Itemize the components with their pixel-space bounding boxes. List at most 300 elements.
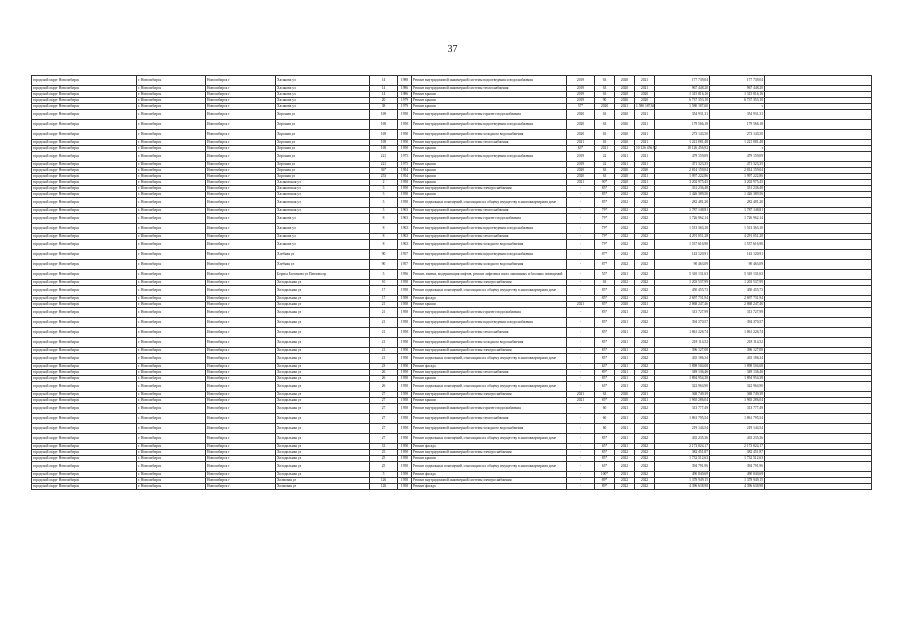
settlement-cell: г. Новосибирск xyxy=(137,472,206,478)
cost-total-cell: 331 236,48 xyxy=(655,186,710,192)
year-built-cell: 1954 xyxy=(398,168,412,174)
settlement-cell: г. Новосибирск xyxy=(137,414,206,424)
year-built-cell: 1963 xyxy=(398,234,412,240)
work-type-cell: Ремонт внутридомовой инженерной системы электроснабжения xyxy=(412,392,567,398)
end-year-cell: 2022 xyxy=(635,338,655,348)
table-row xyxy=(32,328,872,338)
street-cell: Холодильная ул xyxy=(276,414,370,424)
end-year-cell: 2021 xyxy=(635,398,655,404)
cost-fund-cell: 382 451,87 xyxy=(710,450,765,456)
cost-fund-cell: 471 323,35 xyxy=(710,162,765,168)
settlement-cell: г. Новосибирск xyxy=(137,308,206,318)
work-type-cell: Ремонт внутридомовой инженерной системы электроснабжения xyxy=(412,450,567,456)
plan-year-cell: 2019 xyxy=(567,76,595,86)
cost-fund-cell: 90 463,09 xyxy=(710,260,765,270)
wear-percent-cell: 85* xyxy=(595,328,615,338)
locality-cell: Новосибирск г xyxy=(206,174,276,180)
start-year-cell: 2021 xyxy=(615,434,635,444)
settlement-cell: г. Новосибирск xyxy=(137,462,206,472)
work-type-cell: Ремонт крыши xyxy=(412,302,567,308)
locality-cell: Новосибирск г xyxy=(206,318,276,328)
start-year-cell: 2021 xyxy=(615,152,635,162)
house-number-cell: 14 xyxy=(370,86,398,92)
cost-total-cell: 396 127,08 xyxy=(655,348,710,354)
work-type-cell: Ремонт крыши xyxy=(412,162,567,168)
cost-fund-cell: 313 727,99 xyxy=(710,308,765,318)
end-year-cell: 2022 xyxy=(635,260,655,270)
year-built-cell: 1958 xyxy=(398,180,412,186)
street-cell: Холодильная ул xyxy=(276,434,370,444)
start-year-cell: 2020 xyxy=(615,398,635,404)
plan-year-cell: - xyxy=(567,338,595,348)
locality-cell: Новосибирск г xyxy=(206,76,276,86)
cost-total-cell: 1 787 148,81 xyxy=(655,208,710,214)
house-number-cell: 5 xyxy=(370,198,398,208)
start-year-cell: 2021 xyxy=(615,382,635,392)
table-row xyxy=(32,214,872,224)
municipality-cell: городской округ Новосибирск xyxy=(32,192,137,198)
year-built-cell: 1975 xyxy=(398,162,412,168)
locality-cell: Новосибирск г xyxy=(206,328,276,338)
settlement-cell: г. Новосибирск xyxy=(137,434,206,444)
municipality-cell: городской округ Новосибирск xyxy=(32,174,137,180)
street-cell: Холодильная ул xyxy=(276,296,370,302)
year-built-cell: 1958 xyxy=(398,302,412,308)
plan-year-cell: 2019 xyxy=(567,98,595,104)
blank-cell xyxy=(765,338,872,348)
wear-percent-cell: 89* xyxy=(595,370,615,376)
table-row xyxy=(32,110,872,120)
end-year-cell: 2022 xyxy=(635,382,655,392)
year-built-cell: 1958 xyxy=(398,308,412,318)
cost-total-cell: 368 749,39 xyxy=(655,392,710,398)
end-year-cell: 2020 xyxy=(635,168,655,174)
blank-cell xyxy=(765,224,872,234)
start-year-cell: 2021 xyxy=(615,414,635,424)
street-cell: Хасановская ул xyxy=(276,180,370,186)
cost-fund-cell: 1 898 504,68 xyxy=(710,364,765,370)
settlement-cell: г. Новосибирск xyxy=(137,180,206,186)
work-type-cell: Ремонт крыши xyxy=(412,180,567,186)
municipality-cell: городской округ Новосибирск xyxy=(32,76,137,86)
start-year-cell: 2021 xyxy=(615,354,635,364)
house-number-cell: 2 xyxy=(370,180,398,186)
year-built-cell: 1958 xyxy=(398,120,412,130)
plan-year-cell: - xyxy=(567,348,595,354)
locality-cell: Новосибирск г xyxy=(206,370,276,376)
work-type-cell: Ремонт внутридомовой инженерной системы теплоснабжения xyxy=(412,234,567,240)
house-number-cell: 21 xyxy=(370,308,398,318)
municipality-cell: городской округ Новосибирск xyxy=(32,296,137,302)
cost-total-cell: 1 513 363,10 xyxy=(655,224,710,234)
table-row xyxy=(32,286,872,296)
table-row xyxy=(32,354,872,364)
work-type-cell: Ремонт внутридомовой инженерной системы теплоснабжения xyxy=(412,208,567,214)
settlement-cell: г. Новосибирск xyxy=(137,120,206,130)
house-number-cell: 25 xyxy=(370,450,398,456)
municipality-cell: городской округ Новосибирск xyxy=(32,250,137,260)
blank-cell xyxy=(765,260,872,270)
blank-cell xyxy=(765,250,872,260)
year-built-cell: 1958 xyxy=(398,354,412,364)
table-row xyxy=(32,308,872,318)
wear-percent-cell: 63 xyxy=(595,86,615,92)
wear-percent-cell: 85* xyxy=(595,198,615,208)
cost-total-cell: 1 965 286,04 xyxy=(655,398,710,404)
settlement-cell: г. Новосибирск xyxy=(137,250,206,260)
cost-fund-cell: 1 221 081,48 xyxy=(710,140,765,146)
table-row xyxy=(32,424,872,434)
cost-fund-cell: 6 737 353,10 xyxy=(710,98,765,104)
municipality-cell: городской округ Новосибирск xyxy=(32,450,137,456)
locality-cell: Новосибирск г xyxy=(206,270,276,280)
start-year-cell: 2021 xyxy=(615,348,635,354)
wear-percent-cell: 85* xyxy=(595,450,615,456)
work-type-cell: Ремонт внутридомовой инженерной системы теплоснабжения xyxy=(412,86,567,92)
street-cell: Хасановская ул xyxy=(276,186,370,192)
house-number-cell: 27 xyxy=(370,392,398,398)
work-type-cell: Ремонт внутридомовой инженерной системы электроснабжения xyxy=(412,478,567,484)
cost-fund-cell: 4 396 638,98 xyxy=(710,484,765,490)
house-number-cell: 10 xyxy=(370,280,398,286)
municipality-cell: городской округ Новосибирск xyxy=(32,444,137,450)
start-year-cell: 2021 xyxy=(615,376,635,382)
street-cell: Хорошая ул xyxy=(276,130,370,140)
cost-fund-cell: 2 814 159,04 xyxy=(710,168,765,174)
cost-fund-cell: 218 114,52 xyxy=(710,338,765,348)
locality-cell: Новосибирск г xyxy=(206,286,276,296)
street-cell: Холодильная ул xyxy=(276,280,370,286)
plan-year-cell: 2021 xyxy=(567,140,595,146)
settlement-cell: г. Новосибирск xyxy=(137,348,206,354)
cost-fund-cell: 331 236,48 xyxy=(710,186,765,192)
plan-year-cell: - xyxy=(567,364,595,370)
cost-total-cell: 313 727,99 xyxy=(655,308,710,318)
start-year-cell: 2022 xyxy=(615,286,635,296)
work-type-cell: Ремонт внутридомовой инженерной системы теплоснабжения xyxy=(412,414,567,424)
repair-register-table xyxy=(31,75,872,490)
plan-year-cell: 2021 xyxy=(567,302,595,308)
plan-year-cell: 2019 xyxy=(567,162,595,168)
cost-total-cell: 1 537 616,90 xyxy=(655,240,710,250)
street-cell: Холодильная ул xyxy=(276,376,370,382)
year-built-cell: 1958 xyxy=(398,192,412,198)
year-built-cell: 1958 xyxy=(398,484,412,490)
locality-cell: Новосибирск г xyxy=(206,376,276,382)
street-cell: Холодильная ул xyxy=(276,450,370,456)
work-type-cell: Ремонт крыши xyxy=(412,376,567,382)
cost-total-cell: 349 136,46 xyxy=(655,370,710,376)
street-cell: Холодильная ул xyxy=(276,398,370,404)
end-year-cell: 2022 xyxy=(635,450,655,456)
blank-cell xyxy=(765,76,872,86)
wear-percent-cell: 87* xyxy=(595,250,615,260)
locality-cell: Новосибирск г xyxy=(206,364,276,370)
municipality-cell: городской округ Новосибирск xyxy=(32,110,137,120)
work-type-cell: Ремонт внутридомовой инженерной системы электроснабжения xyxy=(412,280,567,286)
house-number-cell: 27 xyxy=(370,424,398,434)
settlement-cell: г. Новосибирск xyxy=(137,280,206,286)
house-number-cell: 14 xyxy=(370,92,398,98)
cost-fund-cell: 1 378 949,15 xyxy=(710,478,765,484)
locality-cell: Новосибирск г xyxy=(206,240,276,250)
wear-percent-cell: 63 xyxy=(595,174,615,180)
cost-total-cell: 143 120,91 xyxy=(655,250,710,260)
start-year-cell: 2022 xyxy=(615,450,635,456)
start-year-cell: 2022 xyxy=(615,280,635,286)
cost-fund-cell: 273 143,50 xyxy=(710,130,765,140)
locality-cell: Новосибирск г xyxy=(206,198,276,208)
start-year-cell: 2021 xyxy=(615,404,635,414)
street-cell: Хасанова ул xyxy=(276,224,370,234)
settlement-cell: г. Новосибирск xyxy=(137,192,206,198)
wear-percent-cell: 63 xyxy=(595,92,615,98)
end-year-cell: 2021 xyxy=(635,140,655,146)
cost-total-cell: 2 173 824,17 xyxy=(655,444,710,450)
work-type-cell: Ремонт внутридомовой инженерной системы холодного водоснабжения xyxy=(412,260,567,270)
cost-fund-cell: 143 120,91 xyxy=(710,250,765,260)
municipality-cell: городской округ Новосибирск xyxy=(32,208,137,214)
street-cell: Холмовая ул xyxy=(276,484,370,490)
year-built-cell: 1986 xyxy=(398,92,412,98)
municipality-cell: городской округ Новосибирск xyxy=(32,130,137,140)
work-type-cell: Ремонт крыши xyxy=(412,146,567,152)
start-year-cell: 2022 xyxy=(615,250,635,260)
start-year-cell: 2021 xyxy=(615,338,635,348)
settlement-cell: г. Новосибирск xyxy=(137,382,206,392)
plan-year-cell: - xyxy=(567,382,595,392)
plan-year-cell: - xyxy=(567,214,595,224)
end-year-cell: 2022 xyxy=(635,376,655,382)
work-type-cell: Ремонт внутридомовой инженерной системы теплоснабжения xyxy=(412,328,567,338)
locality-cell: Новосибирск г xyxy=(206,234,276,240)
end-year-cell: 2021 xyxy=(635,174,655,180)
plan-year-cell: 2020 xyxy=(567,130,595,140)
locality-cell: Новосибирск г xyxy=(206,348,276,354)
end-year-cell: 2022 xyxy=(635,318,655,328)
municipality-cell: городской округ Новосибирск xyxy=(32,370,137,376)
end-year-cell: 2021 xyxy=(635,162,655,168)
municipality-cell: городской округ Новосибирск xyxy=(32,280,137,286)
year-built-cell: 1958 xyxy=(398,398,412,404)
settlement-cell: г. Новосибирск xyxy=(137,146,206,152)
year-built-cell: 1963 xyxy=(398,240,412,250)
locality-cell: Новосибирск г xyxy=(206,152,276,162)
settlement-cell: г. Новосибирск xyxy=(137,370,206,376)
house-number-cell: 17 xyxy=(370,296,398,302)
settlement-cell: г. Новосибирск xyxy=(137,104,206,110)
cost-total-cell: 313 777,49 xyxy=(655,404,710,414)
year-built-cell: 1963 xyxy=(398,224,412,234)
settlement-cell: г. Новосибирск xyxy=(137,456,206,462)
work-type-cell: Ремонт крыши xyxy=(412,398,567,404)
street-cell: Хлебная ул xyxy=(276,250,370,260)
municipality-cell: городской округ Новосибирск xyxy=(32,152,137,162)
locality-cell: Новосибирск г xyxy=(206,250,276,260)
locality-cell: Новосибирск г xyxy=(206,456,276,462)
work-type-cell: Ремонт подвальных помещений, относящихся к общему имуществу в многоквартирном доме xyxy=(412,354,567,364)
end-year-cell: 2022 xyxy=(635,348,655,354)
wear-percent-cell: 55* xyxy=(595,270,615,280)
end-year-cell: 2022 xyxy=(635,214,655,224)
plan-year-cell: - xyxy=(567,296,595,302)
house-number-cell: 90 xyxy=(370,260,398,270)
cost-total-cell: 5 310 131,63 xyxy=(655,270,710,280)
year-built-cell: 1958 xyxy=(398,376,412,382)
plan-year-cell: - xyxy=(567,192,595,198)
plan-year-cell: - xyxy=(567,478,595,484)
start-year-cell: 2020 xyxy=(615,168,635,174)
plan-year-cell: 2020 xyxy=(567,120,595,130)
settlement-cell: г. Новосибирск xyxy=(137,98,206,104)
wear-percent-cell: 2020 xyxy=(595,104,615,110)
municipality-cell: городской округ Новосибирск xyxy=(32,392,137,398)
end-year-cell: 2022 xyxy=(635,484,655,490)
year-built-cell: 1979 xyxy=(398,104,412,110)
work-type-cell: Ремонт фасада xyxy=(412,364,567,370)
cost-total-cell: 2 697 731,94 xyxy=(655,296,710,302)
municipality-cell: городской округ Новосибирск xyxy=(32,472,137,478)
cost-total-cell: 1 580 187,60 xyxy=(655,104,710,110)
wear-percent-cell: 63 xyxy=(595,168,615,174)
table-row xyxy=(32,318,872,328)
start-year-cell: 2022 xyxy=(615,146,635,152)
cost-fund-cell: 450 455,73 xyxy=(710,286,765,296)
table-row xyxy=(32,414,872,424)
cost-total-cell: 1 315 816,16 xyxy=(655,92,710,98)
locality-cell: Новосибирск г xyxy=(206,180,276,186)
plan-year-cell: - xyxy=(567,424,595,434)
end-year-cell: 2021 xyxy=(635,180,655,186)
municipality-cell: городской округ Новосибирск xyxy=(32,462,137,472)
house-number-cell: 8 xyxy=(370,214,398,224)
end-year-cell: 2022 xyxy=(635,280,655,286)
cost-total-cell: 4 291 051,28 xyxy=(655,234,710,240)
municipality-cell: городской округ Новосибирск xyxy=(32,120,137,130)
house-number-cell: 20 xyxy=(370,98,398,104)
work-type-cell: Ремонт внутридомовой инженерной системы горячего водоснабжения xyxy=(412,404,567,414)
year-built-cell: 1958 xyxy=(398,456,412,462)
table-row xyxy=(32,240,872,250)
start-year-cell: 2020 xyxy=(615,174,635,180)
house-number-cell: 26 xyxy=(370,382,398,392)
settlement-cell: г. Новосибирск xyxy=(137,286,206,296)
table-row xyxy=(32,152,872,162)
year-built-cell: 1975 xyxy=(398,152,412,162)
table-row xyxy=(32,382,872,392)
blank-cell xyxy=(765,318,872,328)
locality-cell: Новосибирск г xyxy=(206,92,276,98)
start-year-cell: 2020 xyxy=(615,392,635,398)
cost-fund-cell: 368 749,39 xyxy=(710,392,765,398)
start-year-cell: 2021 xyxy=(615,472,635,478)
municipality-cell: городской округ Новосибирск xyxy=(32,180,137,186)
year-built-cell: 1958 xyxy=(398,318,412,328)
start-year-cell: 2022 xyxy=(615,456,635,462)
year-built-cell: 1958 xyxy=(398,472,412,478)
municipality-cell: городской округ Новосибирск xyxy=(32,214,137,224)
end-year-cell: 2022 xyxy=(635,456,655,462)
work-type-cell: Ремонт внутридомовой инженерной системы водоотведения и водоснабжения xyxy=(412,152,567,162)
municipality-cell: городской округ Новосибирск xyxy=(32,168,137,174)
plan-year-cell: - xyxy=(567,404,595,414)
street-cell: Холодильная ул xyxy=(276,462,370,472)
work-type-cell: Ремонт, замена, модернизация лифтов, ремонт лифтовых шахт, машинных и блочных помещений xyxy=(412,270,567,280)
end-year-cell: 2022 xyxy=(635,478,655,484)
blank-cell xyxy=(765,214,872,224)
wear-percent-cell: 83* xyxy=(595,318,615,328)
plan-year-cell: 37* xyxy=(567,104,595,110)
house-number-cell: 21 xyxy=(370,338,398,348)
work-type-cell: Ремонт подвальных помещений, относящихся к общему имуществу в многоквартирном доме xyxy=(412,286,567,296)
work-type-cell: Ремонт внутридомовой инженерной системы водоотведения и водоснабжения xyxy=(412,250,567,260)
year-built-cell: 1958 xyxy=(398,424,412,434)
wear-percent-cell: 60 xyxy=(595,424,615,434)
street-cell: Хасанова ул xyxy=(276,240,370,250)
house-number-cell: 26 xyxy=(370,376,398,382)
cost-fund-cell: 394 791,96 xyxy=(710,462,765,472)
work-type-cell: Ремонт крыши xyxy=(412,104,567,110)
year-built-cell: 1963 xyxy=(398,214,412,224)
blank-cell xyxy=(765,130,872,140)
house-number-cell: 5 xyxy=(370,208,398,214)
street-cell: Холодильная ул xyxy=(276,424,370,434)
start-year-cell: 2021 xyxy=(615,328,635,338)
start-year-cell: 2022 xyxy=(615,208,635,214)
street-cell: Хорошая ул xyxy=(276,174,370,180)
house-number-cell: 221 xyxy=(370,152,398,162)
locality-cell: Новосибирск г xyxy=(206,302,276,308)
start-year-cell: 2020 xyxy=(615,92,635,98)
plan-year-cell: 2019 xyxy=(567,92,595,98)
work-type-cell: Ремонт внутридомовой инженерной системы холодного водоснабжения xyxy=(412,424,567,434)
street-cell: Холодильная ул xyxy=(276,318,370,328)
end-year-cell: 2022 xyxy=(635,328,655,338)
street-cell: Хорошая ул xyxy=(276,146,370,152)
municipality-cell: городской округ Новосибирск xyxy=(32,414,137,424)
start-year-cell: 2021 xyxy=(615,270,635,280)
cost-total-cell: 450 455,73 xyxy=(655,286,710,296)
cost-fund-cell: 1 732 512,63 xyxy=(710,456,765,462)
street-cell: Холодильная ул xyxy=(276,286,370,296)
work-type-cell: Ремонт подвальных помещений, относящихся к общему имуществу в многоквартирном доме xyxy=(412,434,567,444)
start-year-cell: 2022 xyxy=(615,224,635,234)
cost-fund-cell: 1 203 537,99 xyxy=(710,280,765,286)
cost-fund-cell: 435 235,36 xyxy=(710,434,765,444)
table-row xyxy=(32,260,872,270)
end-year-cell: 1 580 187,60 xyxy=(636,103,655,108)
municipality-cell: городской округ Новосибирск xyxy=(32,86,137,92)
cost-fund-cell: 490 840,69 xyxy=(710,472,765,478)
wear-percent-cell: 85* xyxy=(595,456,615,462)
wear-percent-cell: 85* xyxy=(595,376,615,382)
house-number-cell: 36* xyxy=(370,168,398,174)
locality-cell: Новосибирск г xyxy=(206,140,276,146)
settlement-cell: г. Новосибирск xyxy=(137,398,206,404)
wear-percent-cell: 60 xyxy=(595,414,615,424)
settlement-cell: г. Новосибирск xyxy=(137,404,206,414)
end-year-cell: 2022 xyxy=(635,192,655,198)
work-type-cell: Ремонт крыши xyxy=(412,192,567,198)
locality-cell: Новосибирск г xyxy=(206,192,276,198)
start-year-cell: 2022 xyxy=(615,214,635,224)
settlement-cell: г. Новосибирск xyxy=(137,214,206,224)
year-built-cell: 1958 xyxy=(398,478,412,484)
street-cell: Хасановская ул xyxy=(276,198,370,208)
table-row xyxy=(32,338,872,348)
locality-cell: Новосибирск г xyxy=(206,354,276,364)
cost-total-cell: 1 861 226,74 xyxy=(655,328,710,338)
